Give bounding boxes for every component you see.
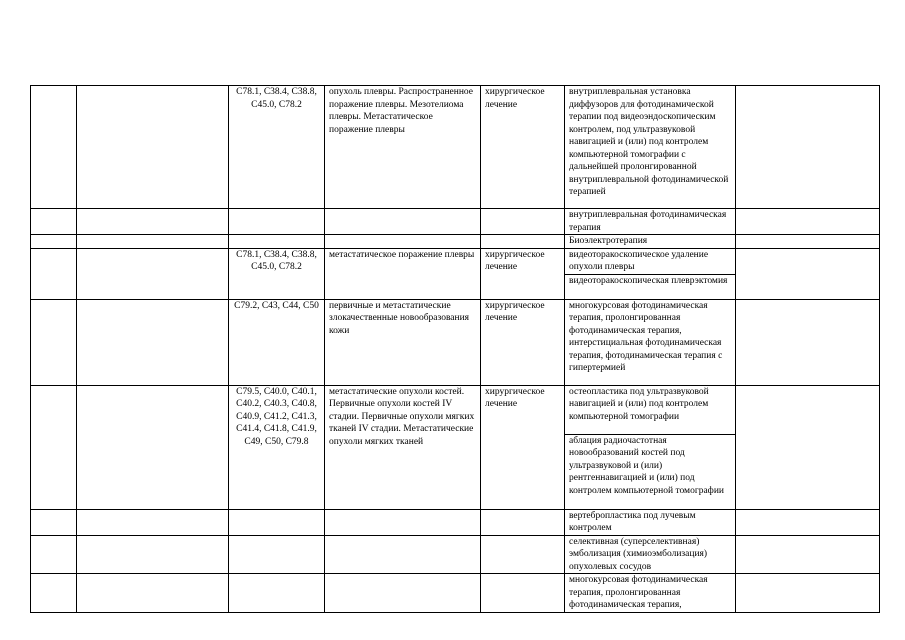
- patient-model-cell: первичные и метастатические злокачественные новообразования кожи: [325, 299, 481, 385]
- number-cell: [31, 299, 77, 385]
- table-row: [31, 209, 880, 235]
- number-cell: [31, 509, 77, 535]
- table-row: [31, 509, 880, 535]
- treatment-method-cell: многокурсовая фотодинамическая терапия, пролонгированная фотодинамическая терапия,: [565, 574, 736, 613]
- treatment-method-cell: аблация радиочастотная новообразований костей под ультразвуковой и (или) рентгеннавигацией и (или) под контролем компьютерной томографии: [565, 434, 736, 509]
- number-cell: [31, 209, 77, 235]
- patient-model-cell: [325, 535, 481, 574]
- norm-cell: [736, 574, 880, 613]
- profile-cell: [77, 535, 229, 574]
- treatment-method-cell: вертебропластика под лучевым контролем: [565, 509, 736, 535]
- icd-codes-cell: C78.1, C38.4, C38.8, C45.0, C78.2: [229, 248, 325, 299]
- treatment-type-cell: [481, 574, 565, 613]
- treatment-method-cell: видеоторакоскопическое удаление опухоли плевры: [565, 248, 736, 274]
- treatment-type-cell: [481, 235, 565, 249]
- icd-codes-cell: C79.2, C43, C44, C50: [229, 299, 325, 385]
- treatment-method-cell: видеоторакоскопическая плеврэктомия: [565, 274, 736, 299]
- norm-cell: [736, 535, 880, 574]
- icd-codes-cell: [229, 209, 325, 235]
- patient-model-cell: метастатические опухоли костей. Первичные опухоли костей IV стадии. Первичные опухоли мягких тканей IV стадии. Метастатические опухоли мягких тканей: [325, 385, 481, 509]
- profile-cell: [77, 248, 229, 299]
- number-cell: [31, 248, 77, 299]
- treatment-type-cell: хирургическое лечение: [481, 248, 565, 299]
- patient-model-cell: [325, 235, 481, 249]
- treatment-table: [30, 85, 880, 613]
- norm-cell: [736, 509, 880, 535]
- icd-codes-cell: C78.1, C38.4, C38.8, C45.0, C78.2: [229, 86, 325, 209]
- treatment-type-cell: хирургическое лечение: [481, 385, 565, 509]
- table-row: [31, 535, 880, 574]
- patient-model-cell: метастатическое поражение плевры: [325, 248, 481, 299]
- treatment-type-cell: [481, 509, 565, 535]
- profile-cell: [77, 209, 229, 235]
- number-cell: [31, 535, 77, 574]
- table-row: [31, 86, 880, 209]
- icd-codes-cell: [229, 535, 325, 574]
- norm-cell: [736, 209, 880, 235]
- icd-codes-cell: C79.5, C40.0, C40.1, C40.2, C40.3, C40.8, C40.9, C41.2, C41.3, C41.4, C41.8, C41.9, C49, C50, C79.8: [229, 385, 325, 509]
- patient-model-cell: [325, 509, 481, 535]
- profile-cell: [77, 299, 229, 385]
- norm-cell: [736, 235, 880, 249]
- patient-model-cell: [325, 574, 481, 613]
- profile-cell: [77, 574, 229, 613]
- table-row: [31, 574, 880, 613]
- icd-codes-cell: [229, 235, 325, 249]
- profile-cell: [77, 509, 229, 535]
- table-row: [31, 299, 880, 385]
- treatment-method-cell: Биоэлектротерапия: [565, 235, 736, 249]
- number-cell: [31, 86, 77, 209]
- number-cell: [31, 235, 77, 249]
- treatment-method-cell: остеопластика под ультразвуковой навигацией и (или) под контролем компьютерной томографии: [565, 385, 736, 434]
- number-cell: [31, 574, 77, 613]
- treatment-method-cell: селективная (суперселективная) эмболизация (химиоэмболизация) опухолевых сосудов: [565, 535, 736, 574]
- profile-cell: [77, 385, 229, 509]
- icd-codes-cell: [229, 574, 325, 613]
- treatment-method-cell: внутриплевральная фотодинамическая терапия: [565, 209, 736, 235]
- treatment-type-cell: [481, 535, 565, 574]
- profile-cell: [77, 86, 229, 209]
- table-row: [31, 385, 880, 434]
- treatment-method-cell: внутриплевральная установка диффузоров для фотодинамической терапии под видеоэндоскопическим контролем, под ультразвуковой навигацией и (или) под контролем компьютерной томографии с дальнейшей пролонгированной внутриплевральной фотодинамической терапией: [565, 86, 736, 209]
- norm-cell: [736, 86, 880, 209]
- norm-cell: [736, 248, 880, 299]
- patient-model-cell: [325, 209, 481, 235]
- norm-cell: [736, 299, 880, 385]
- treatment-type-cell: [481, 209, 565, 235]
- treatment-type-cell: хирургическое лечение: [481, 299, 565, 385]
- number-cell: [31, 385, 77, 509]
- norm-cell: [736, 385, 880, 509]
- treatment-method-cell: многокурсовая фотодинамическая терапия, пролонгированная фотодинамическая терапия, интерстициальная фотодинамическая терапия, фотодинамическая терапия с гипертермией: [565, 299, 736, 385]
- icd-codes-cell: [229, 509, 325, 535]
- treatment-type-cell: хирургическое лечение: [481, 86, 565, 209]
- profile-cell: [77, 235, 229, 249]
- patient-model-cell: опухоль плевры. Распространенное поражение плевры. Мезотелиома плевры. Метастатическое поражение плевры: [325, 86, 481, 209]
- table-row: [31, 248, 880, 274]
- table-row: [31, 235, 880, 249]
